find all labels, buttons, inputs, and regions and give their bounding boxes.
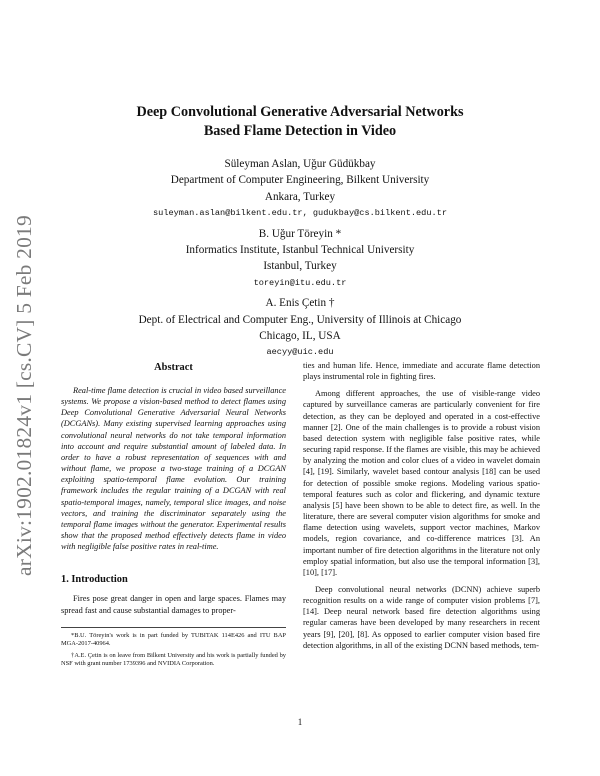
author-names-1: Süleyman Aslan, Uğur Güdükbay	[224, 158, 376, 170]
right-paragraph-1: Among different approaches, the use of visible-range video captured by surveillance cameras are particularly convenient for fire detection, as they can be deployed and operated in a cost-effective manner [2]. One of the main challenges is to provide a robust vision based detection system with negligible false positive rates, while securing rapid response. If the flames are visible, this may be achieved by analyzing the motion and color clues of a video in wavelet domain [4], [19]. Similarly, wavelet based contour analysis [18] can be used for detection of possible smoke regions. Modeling various spatio-temporal features such as color and flickering, and dynamic texture analysis [5] have been shown to be able to detect fire, as well. In the literature, there are several computer vision algorithms for smoke and flame detection using wavelets, support vector machines, Markov models, region covariance, and co-difference matrices [3]. An important number of fire detection algorithms in the literature not only employ spatial information, but also use the temporal information [3], [10], [17].	[303, 389, 540, 577]
author-location-3: Chicago, IL, USA	[259, 330, 341, 343]
paper-title	[60, 103, 540, 141]
arxiv-identifier: arXiv:1902.01824v1 [cs.CV] 5 Feb 2019	[11, 214, 36, 576]
footnote-2: †A.E. Çetin is on leave from Bilkent University and his work is partially funded by NSF with grant number 1739396 and NVIDIA Corporation.	[61, 651, 286, 668]
author-names-3: A. Enis Çetin †	[265, 297, 335, 310]
introduction-paragraph: Fires pose great danger in open and large spaces. Flames may spread fast and cause substantial damages to proper-	[61, 594, 286, 615]
author-affiliation-3: Dept. of Electrical and Computer Eng., University of Illinois at Chicago	[138, 313, 462, 326]
page-number: 1	[297, 717, 303, 727]
title-line-1: Deep Convolutional Generative Adversarial Networks	[136, 104, 464, 120]
author-names-2: B. Uğur Töreyin *	[258, 227, 342, 240]
author-email-2: toreyin@itu.edu.tr	[253, 277, 347, 288]
author-location-1: Ankara, Turkey	[264, 190, 336, 203]
right-paragraph-0: ties and human life. Hence, immediate and accurate flame detection plays instrumental role in fighting fires.	[303, 361, 540, 382]
author-email-3: aecyy@uic.edu	[266, 347, 334, 358]
title-line-2: Based Flame Detection in Video	[203, 123, 397, 139]
author-block	[60, 156, 540, 361]
abstract-text: Real-time flame detection is crucial in video based surveillance systems. We propose a vision-based method to detect flames using Deep Convolutional Generative Adversarial Neural Networks (DCGANs). Many existing supervised learning approaches using convolutional neural networks do not take temporal information into account and require substantial amount of labeled data. In order to have a robust representation of sequences with and without flame, we propose a two-stage training of a DCGAN exploiting spatio-temporal flame evolution. Our training framework includes the regular training of a DCGAN with real spatio-temporal images, namely, temporal slice images, and noise vectors, and training the discriminator separately using the temporal flame images without the generator. Experimental results show that the proposed method effectively detects flame in video with negligible false positive rates in real-time.	[61, 386, 286, 552]
abstract-heading: Abstract	[154, 362, 193, 373]
author-affiliation-2: Informatics Institute, Istanbul Technical University	[185, 244, 415, 257]
introduction-heading: 1. Introduction	[61, 574, 128, 586]
footnotes	[61, 627, 286, 672]
left-column	[61, 362, 286, 616]
right-column	[303, 360, 540, 651]
author-affiliation-1: Department of Computer Engineering, Bilkent University	[170, 174, 430, 187]
author-email-1: suleyman.aslan@bilkent.edu.tr, gudukbay@cs.bilkent.edu.tr	[153, 208, 447, 219]
footnote-1: *B.U. Töreyin's work is in part funded by TUBITAK 114E426 and ITU BAP MGA-2017-40964.	[61, 632, 286, 648]
right-paragraph-2: Deep convolutional neural networks (DCNN) achieve superb recognition results on a wide range of computer vision problems [7], [14]. Deep neural network based fire detection algorithms using regular cameras have been developed by many researchers in recent years [9], [20], [8]. As opposed to earlier computer vision based fire detection algorithms, in all of the existing DCNN based methods, tem-	[303, 584, 540, 650]
author-location-2: Istanbul, Turkey	[263, 260, 337, 273]
